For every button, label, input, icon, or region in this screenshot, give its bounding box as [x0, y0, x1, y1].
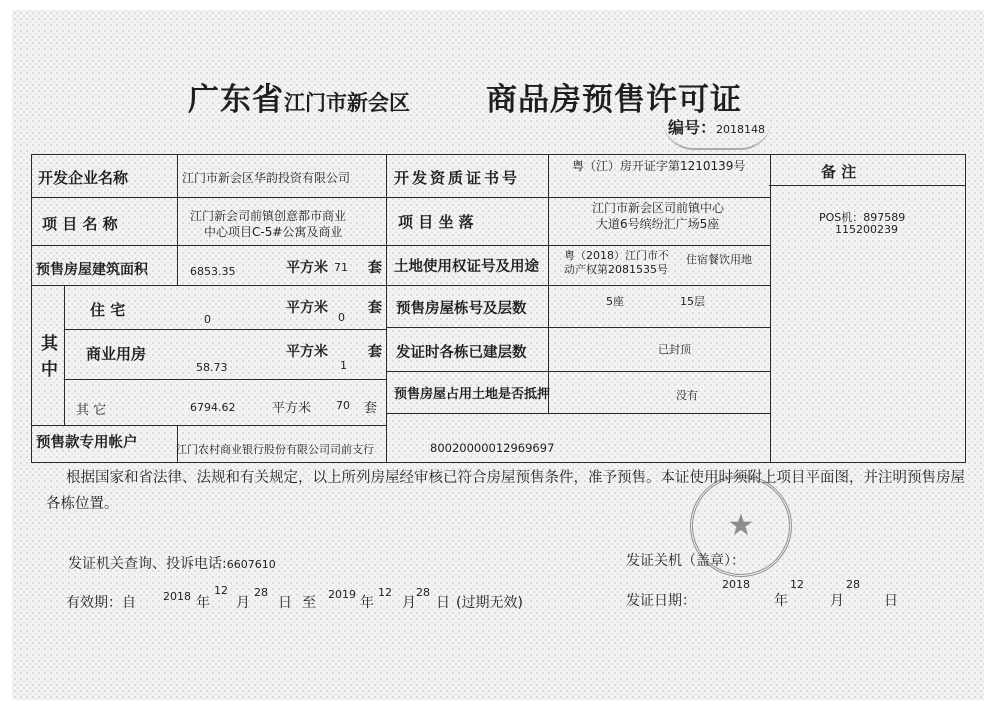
issue-year-char: 年: [774, 593, 788, 609]
certificate-title: 商品房预售许可证: [486, 82, 742, 118]
developer-label: 开发企业名称: [38, 169, 129, 187]
of-which-label: 其中: [41, 334, 58, 380]
valid-to-year: 2019: [328, 588, 356, 601]
other-area: 6794.62: [190, 401, 236, 414]
commercial-units: 1: [340, 359, 347, 372]
land-cert-label: 土地使用权证号及用途: [394, 259, 539, 275]
hotline: 发证机关查询、投诉电话:6607610: [68, 556, 276, 572]
valid-from-year-char: 年: [196, 595, 210, 611]
presale-area-label: 预售房屋建筑面积: [36, 262, 148, 278]
expired-note: (过期无效): [456, 595, 523, 611]
mortgage-value: 没有: [676, 389, 698, 402]
other-units: 70: [336, 399, 350, 412]
project-location-label: 项 目 坐 落: [398, 213, 474, 231]
valid-from-year: 2018: [163, 590, 191, 603]
project-location-line2: 大道6号缤纷汇广场5座: [596, 217, 720, 231]
mortgage-label: 预售房屋占用土地是否抵押: [394, 387, 551, 402]
residential-units: 0: [338, 311, 345, 324]
issue-month: 12: [790, 578, 804, 591]
building-floors-label: 预售房屋栋号及层数: [396, 301, 527, 317]
issue-year: 2018: [722, 578, 750, 591]
remarks-label: 备 注: [821, 163, 857, 181]
floor-count: 15层: [680, 295, 705, 308]
presale-units-value: 71: [334, 261, 348, 274]
account-number: 80020000012969697: [430, 441, 555, 455]
commercial-area-unit: 平方米: [286, 344, 328, 360]
seal-star-icon: ★: [727, 508, 755, 543]
remarks-line1: POS机：897589: [819, 211, 906, 224]
valid-from-day: 28: [254, 586, 268, 599]
residential-area-unit: 平方米: [286, 300, 328, 316]
validity-label: 有效期：自: [66, 595, 136, 611]
built-floors-label: 发证时各栋已建层数: [396, 345, 527, 361]
valid-to-year-char: 年: [360, 595, 374, 611]
developer-value: 江门市新会区华韵投资有限公司: [182, 171, 351, 185]
approval-statement: 根据国家和省法律、法规和有关规定，以上所列房屋经审核已符合房屋预售条件，准予预售。本证使用时须附上项目平面图，并注明预售房屋各栋位置。: [46, 470, 965, 512]
residential-units-unit: 套: [368, 300, 382, 316]
info-table: [31, 154, 771, 463]
issue-day: 28: [846, 578, 860, 591]
remarks-column: [769, 154, 966, 463]
issue-date-label: 发证日期：: [626, 593, 696, 609]
presale-units-unit: 套: [368, 260, 382, 276]
valid-to-month-char: 月: [402, 595, 416, 611]
project-location-line1: 江门市新会区司前镇中心: [592, 201, 725, 215]
presale-area-value: 6853.35: [190, 265, 236, 278]
project-name-label: 项 目 名 称: [42, 215, 118, 233]
valid-to-day: 28: [416, 586, 430, 599]
to-label: 至: [302, 595, 316, 611]
other-units-unit: 套: [364, 401, 378, 416]
valid-from-month: 12: [214, 584, 228, 597]
residential-area: 0: [204, 313, 211, 326]
valid-from-day-char: 日: [278, 595, 292, 611]
issuing-region-title: 广东省江门市新会区: [188, 82, 410, 118]
commercial-label: 商业用房: [86, 345, 147, 363]
remarks-line2: 115200239: [835, 223, 898, 236]
land-use-value: 住宿餐饮用地: [686, 253, 752, 266]
issuer-label: 发证关机（盖章）：: [626, 553, 745, 569]
qualification-cert-value: 粤（江）房开证字第1210139号: [572, 159, 746, 173]
project-name-line2: 中心项目C-5#公寓及商业: [204, 225, 343, 239]
account-bank: 江门农村商业银行股份有限公司司前支行: [176, 443, 374, 456]
building-number: 5座: [606, 295, 624, 308]
presale-area-unit: 平方米: [286, 260, 328, 276]
valid-to-day-char: 日: [436, 595, 450, 611]
issue-month-char: 月: [830, 593, 844, 609]
residential-label: 住 宅: [90, 301, 126, 319]
commercial-units-unit: 套: [368, 344, 382, 360]
serial-number: 编号：2018148: [668, 118, 766, 137]
valid-to-month: 12: [378, 586, 392, 599]
issue-day-char: 日: [884, 593, 898, 609]
commercial-area: 58.73: [196, 361, 228, 374]
project-name-line1: 江门新会司前镇创意都市商业: [190, 209, 347, 223]
land-cert-line2: 动产权第2081535号: [564, 263, 668, 276]
other-label: 其 它: [76, 403, 107, 418]
built-floors-value: 已封顶: [658, 343, 691, 356]
other-area-unit: 平方米: [272, 401, 312, 416]
land-cert-line1: 粤（2018）江门市不: [564, 249, 669, 262]
qualification-cert-label: 开发资质证书号: [394, 169, 521, 187]
valid-from-month-char: 月: [236, 595, 250, 611]
account-label: 预售款专用帐户: [36, 435, 138, 451]
